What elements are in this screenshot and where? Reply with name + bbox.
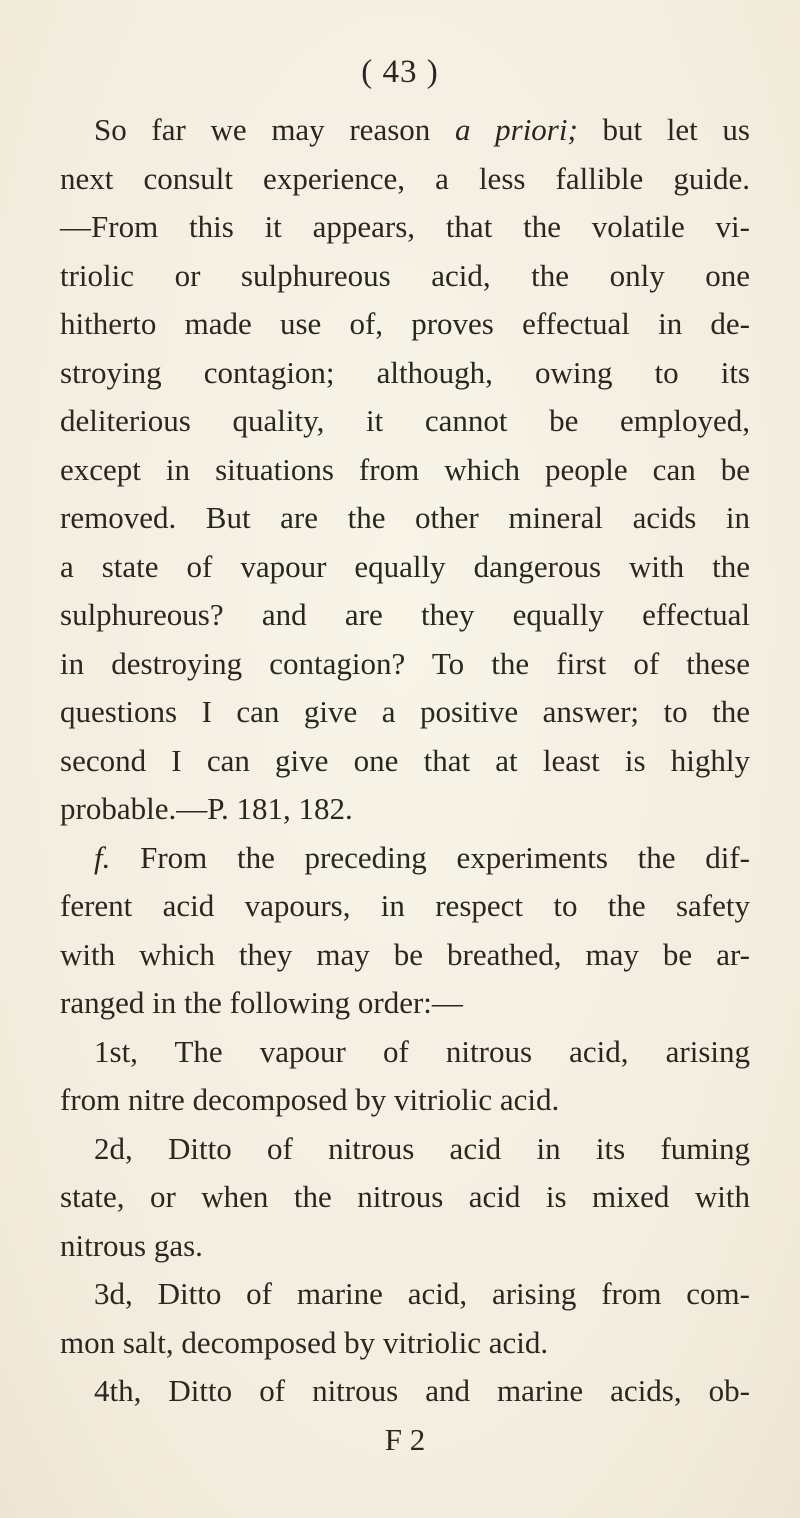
body-text [60,106,750,1464]
text-line: state, or when the nitrous acid is mixed with [60,1179,750,1214]
text-line: triolic or sulphureous acid, the only one [60,257,750,293]
text-line: with which they may be breathed, may be ar- [60,936,750,972]
text-line: sulphureous? and are they equally effectual [60,597,750,632]
text-line: stroying contagion; although, owing to its [60,354,750,390]
text-line: nitrous gas. [60,1227,203,1263]
text-line: probable.—P. 181, 182. [60,791,353,826]
text-line: 1st, The vapour of nitrous acid, arising [94,1033,750,1069]
text-line: next consult experience, a less fallible guide. [60,160,750,196]
text-line: 4th, Ditto of nitrous and marine acids, ob- [94,1373,750,1408]
text-line: removed. But are the other mineral acids in [60,500,750,535]
text-line: f. From the preceding experiments the dif- [94,839,750,875]
text-line: 2d, Ditto of nitrous acid in its fuming [94,1130,750,1166]
text-line: So far we may reason a priori; but let us [94,112,750,147]
text-line: questions I can give a positive answer; to the [60,694,750,729]
text-line: deliterious quality, it cannot be employed, [60,403,750,438]
text-line: in destroying contagion? To the first of these [60,645,750,681]
page-number: ( 43 ) [361,54,439,90]
text-line: ferent acid vapours, in respect to the safety [60,888,750,923]
text-line: from nitre decomposed by vitriolic acid. [60,1082,560,1117]
text-line: second I can give one that at least is highly [60,742,750,778]
text-line: a state of vapour equally dangerous with the [60,548,750,584]
text-line: —From this it appears, that the volatile vi- [60,209,750,244]
signature-mark: F 2 [384,1421,426,1457]
text-line: ranged in the following order:— [60,985,463,1020]
text-line: 3d, Ditto of marine acid, arising from com- [94,1276,750,1311]
text-line: mon salt, decomposed by vitriolic acid. [60,1324,549,1360]
text-line: except in situations from which people can be [60,451,750,487]
text-line: hitherto made use of, proves effectual in de- [60,306,750,341]
